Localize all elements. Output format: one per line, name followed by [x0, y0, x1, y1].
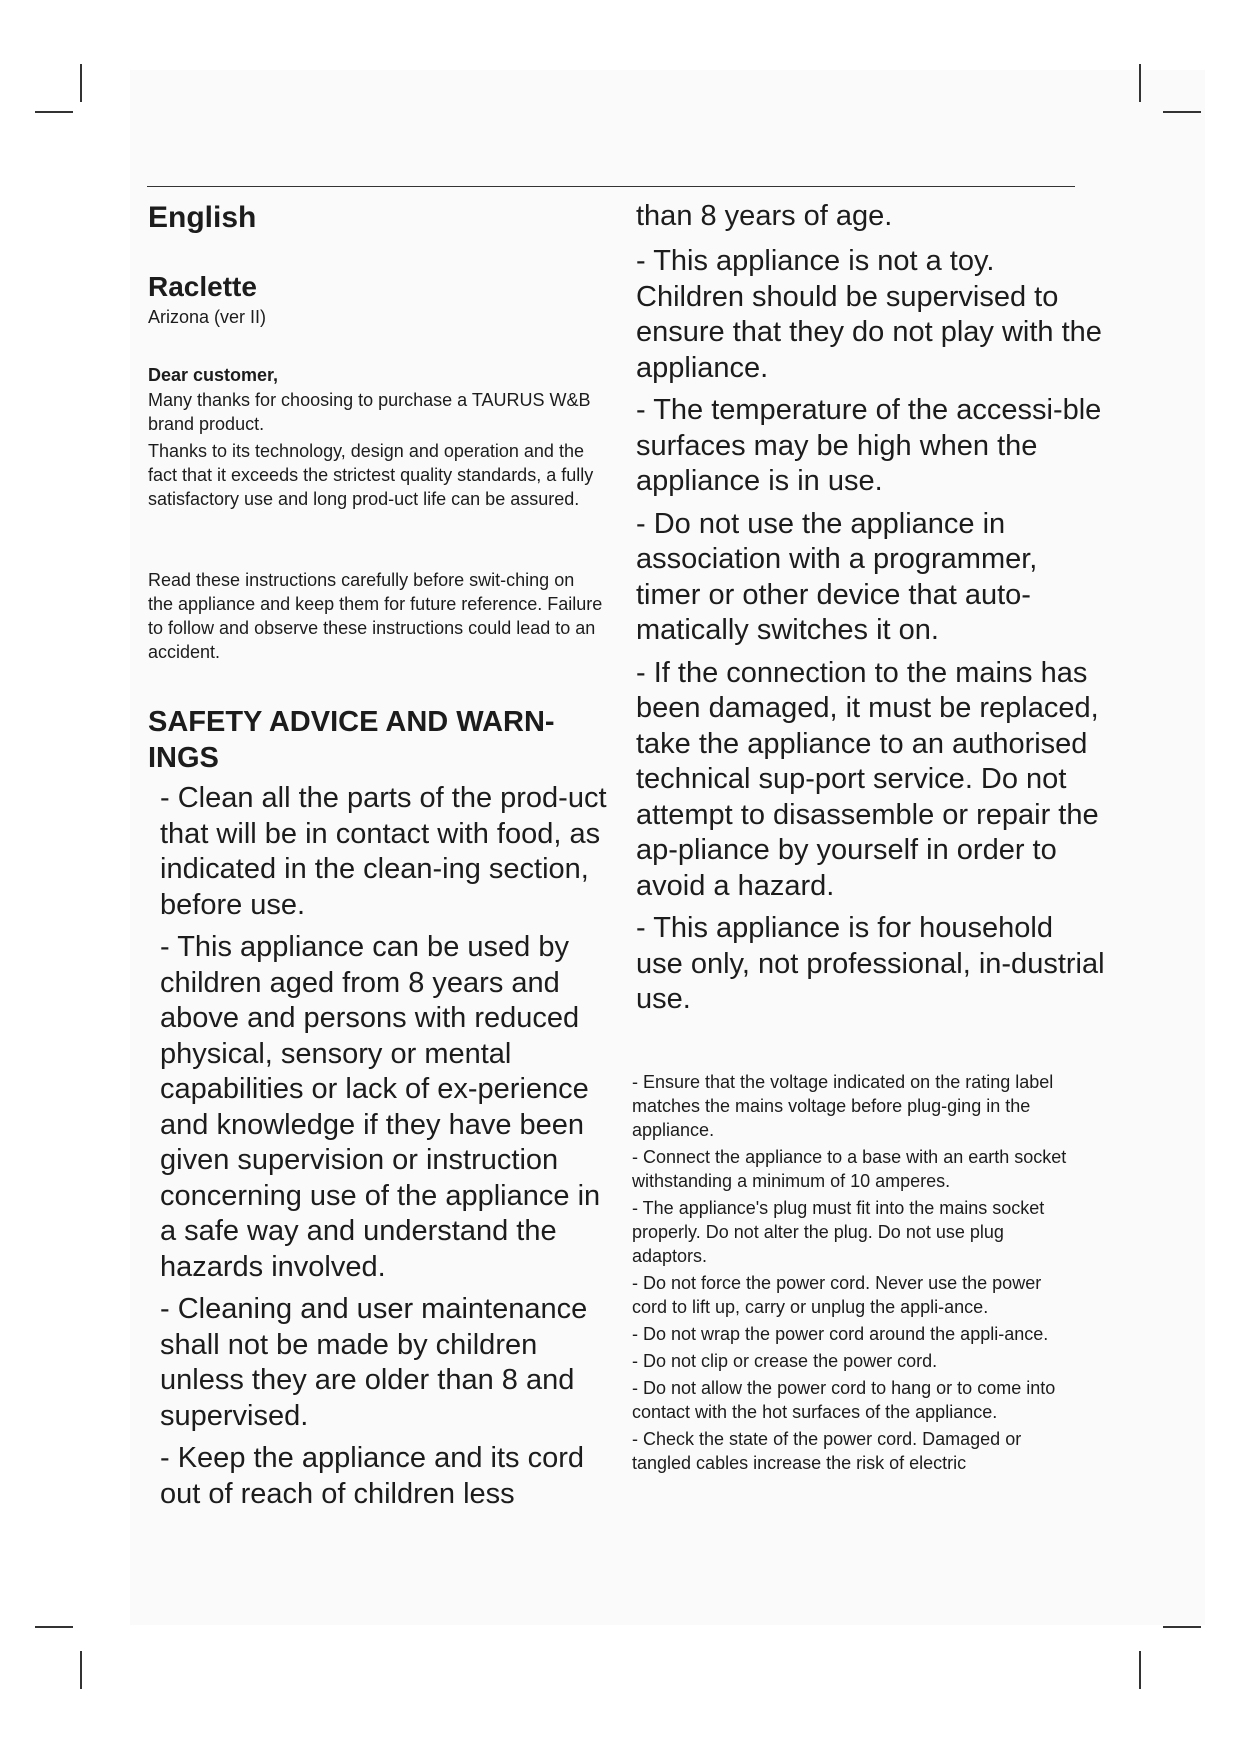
- crop-mark-top-left-vertical: [80, 64, 82, 102]
- crop-mark-bottom-right-vertical: [1139, 1651, 1141, 1689]
- list-item: - Check the state of the power cord. Damaged or tangled cables increase the risk of electric: [632, 1429, 1022, 1473]
- intro-paragraph-3: Read these instructions carefully before swit-ching on the appliance and keep them for future reference. Failure to follow and observe these instructions could lead to an accident.: [148, 570, 603, 662]
- list-item: - Connect the appliance to a base with an earth socket withstanding a minimum of 10 amperes.: [632, 1147, 1067, 1191]
- safety-list-right: [636, 244, 1106, 1025]
- list-item: - If the connection to the mains has been damaged, it must be replaced, take the appliance to an authorised technical sup-port service. Do not attempt to disassemble or repair the ap-pliance by yourself in order to avoid a hazard.: [636, 656, 1099, 902]
- crop-mark-bottom-left-vertical: [80, 1651, 82, 1689]
- intro-paragraph-2: Thanks to its technology, design and operation and the fact that it exceeds the strictest quality standards, a fully satisfactory use and long prod-uct life can be assured.: [148, 441, 594, 509]
- language-heading: English: [148, 201, 257, 234]
- list-item: - Ensure that the voltage indicated on the rating label matches the mains voltage before plug-ging in the appliance.: [632, 1072, 1054, 1140]
- product-title: Raclette: [148, 271, 257, 302]
- list-item: - Cleaning and user maintenance shall not be made by children unless they are older than 8 and supervised.: [160, 1293, 588, 1432]
- crop-mark-top-right-vertical: [1139, 64, 1141, 102]
- list-item: - This appliance can be used by children aged from 8 years and above and persons with reduced physical, sensory or mental capabilities or lack of ex-perience and knowledge if they have been given supervision or instruction concerning use of the appliance in a safe way and understand the hazards involved.: [160, 931, 601, 1283]
- list-item: - The appliance's plug must fit into the mains socket properly. Do not alter the plug. Do not use plug adaptors.: [632, 1198, 1045, 1266]
- list-item: - This appliance is for household use only, not professional, in-dustrial use.: [636, 912, 1105, 1015]
- crop-mark-bottom-left-horizontal: [35, 1626, 73, 1628]
- crop-mark-top-right-horizontal: [1163, 111, 1201, 113]
- list-item: - Keep the appliance and its cord out of reach of children less: [160, 1442, 584, 1510]
- power-safety-list: [632, 1070, 1072, 1478]
- list-item: - Do not force the power cord. Never use the power cord to lift up, carry or unplug the appli-ance.: [632, 1273, 1042, 1317]
- model-name: Arizona (ver II): [148, 307, 267, 327]
- crop-mark-bottom-right-horizontal: [1163, 1626, 1201, 1628]
- safety-heading: SAFETY ADVICE AND WARN-INGS: [148, 706, 555, 774]
- list-item: - Do not use the appliance in association with a programmer, timer or other device that auto-matically switches it on.: [636, 507, 1038, 646]
- safety-list-left: [160, 781, 622, 1519]
- list-item: - The temperature of the accessi-ble surfaces may be high when the appliance is in use.: [636, 394, 1102, 497]
- list-item: - Do not clip or crease the power cord.: [632, 1351, 938, 1371]
- list-item: - This appliance is not a toy. Children should be supervised to ensure that they do not play with the appliance.: [636, 245, 1102, 384]
- header-divider: [147, 186, 1075, 187]
- continued-text: than 8 years of age.: [636, 200, 893, 232]
- crop-mark-top-left-horizontal: [35, 111, 73, 113]
- greeting: Dear customer,: [148, 365, 279, 385]
- intro-paragraph-1: Many thanks for choosing to purchase a TAURUS W&B brand product.: [148, 390, 591, 434]
- list-item: - Do not wrap the power cord around the appli-ance.: [632, 1324, 1049, 1344]
- list-item: - Clean all the parts of the prod-uct that will be in contact with food, as indicated in the clean-ing section, before use.: [160, 782, 607, 921]
- list-item: - Do not allow the power cord to hang or to come into contact with the hot surfaces of the appliance.: [632, 1378, 1056, 1422]
